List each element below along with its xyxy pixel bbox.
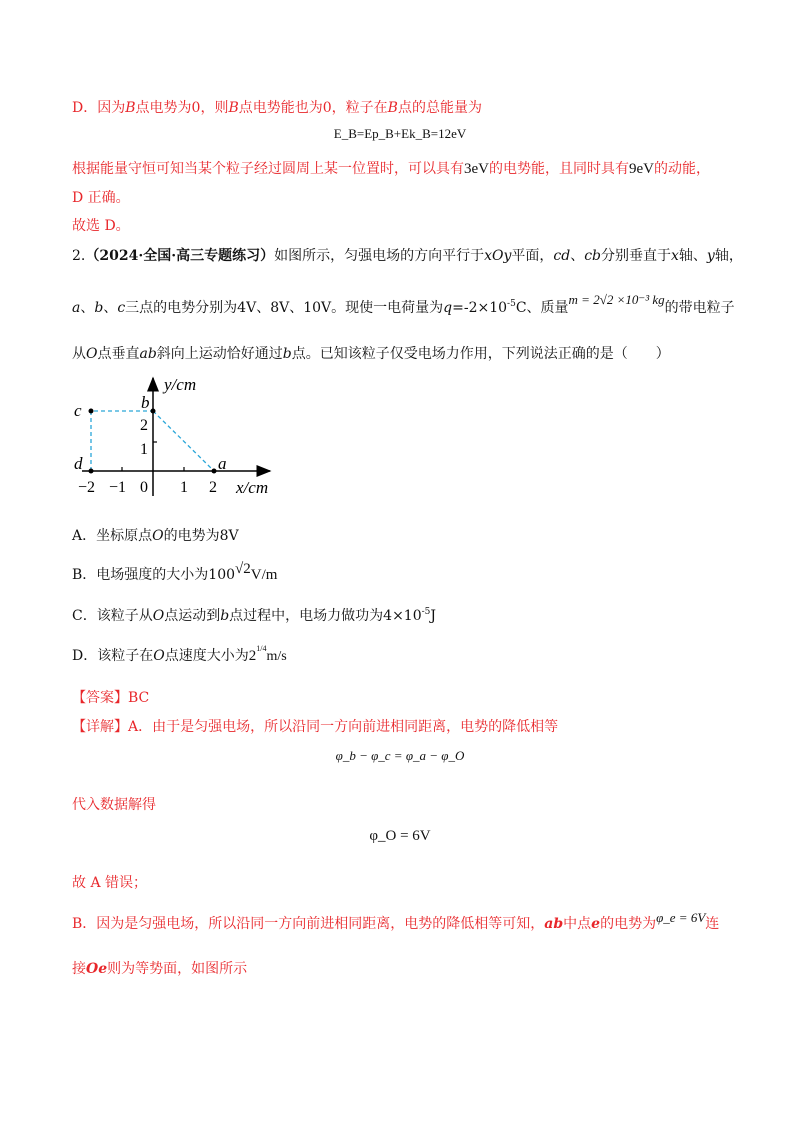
text: 、 xyxy=(80,300,95,316)
question-line3 xyxy=(72,344,670,364)
var: ab xyxy=(139,346,157,362)
text: 点电势能也为0，粒子在 xyxy=(238,100,388,116)
var: cd xyxy=(553,248,571,264)
question-number: 2. xyxy=(72,248,86,264)
text: B．电场强度的大小为100 xyxy=(72,567,236,583)
text: D．该粒子在 xyxy=(72,648,154,664)
value: 2 xyxy=(248,648,257,664)
text: =-2×10 xyxy=(452,300,508,316)
var: q xyxy=(443,300,453,316)
text: 的电势为8V xyxy=(163,528,239,544)
part-d-line1 xyxy=(72,98,482,118)
exponent: -5 xyxy=(421,607,431,617)
explain-a-line xyxy=(72,717,558,737)
unit: V/m xyxy=(250,567,278,583)
tick-label-x-neg1: −1 xyxy=(109,479,127,496)
var: ab xyxy=(544,916,564,932)
explain-b-line1 xyxy=(72,910,720,934)
question-source: （2024·全国·高三专题练习） xyxy=(85,248,275,264)
text: 斜向上运动恰好通过 xyxy=(156,346,283,362)
var: B xyxy=(387,100,398,116)
var: O xyxy=(153,648,165,664)
part-d-line2 xyxy=(72,159,710,179)
tick-label-y-2: 2 xyxy=(140,417,148,434)
var: b xyxy=(282,346,292,362)
text: B．因为是匀强电场，所以沿同一方向前进相同距离，电势的降低相等可知， xyxy=(72,916,545,932)
text: 根据能量守恒可知当某个粒子经过圆周上某一位置时，可以具有 xyxy=(72,161,464,177)
text: 分别垂直于 xyxy=(601,248,671,264)
text: 的带电粒子 xyxy=(664,300,735,316)
text: J xyxy=(430,608,437,624)
var: c xyxy=(117,300,126,316)
value: 9eV xyxy=(629,161,654,177)
explain-b-line2 xyxy=(72,959,247,979)
coordinate-figure xyxy=(72,372,292,502)
unit: m/s xyxy=(266,649,287,664)
phi-e-formula: φ_e = 6V xyxy=(656,910,706,925)
part-d-line3: D 正确。 xyxy=(72,190,130,206)
text: 、 xyxy=(570,248,585,264)
text: C、质量 xyxy=(515,300,569,316)
value: 3eV xyxy=(464,161,489,177)
sqrt-value: √2 xyxy=(235,561,251,577)
point-a-label: a xyxy=(218,454,227,473)
var: xOy xyxy=(484,248,512,264)
point-d-label: d xyxy=(74,454,83,473)
var: O xyxy=(152,528,164,544)
answer-value: BC xyxy=(128,690,150,706)
var: O xyxy=(152,608,165,624)
var: b xyxy=(220,608,230,624)
point-d-dot xyxy=(89,469,94,474)
text: 的电势能，且同时具有 xyxy=(489,161,629,177)
point-b-dot xyxy=(151,409,156,414)
text: 接 xyxy=(72,961,86,977)
answer-label: 【答案】 xyxy=(72,690,128,706)
text: A．坐标原点 xyxy=(72,528,153,544)
point-b-label: b xyxy=(141,393,150,412)
text: 、 xyxy=(103,300,118,316)
var: x xyxy=(671,248,679,264)
option-b xyxy=(72,561,278,585)
energy-formula: E_B=Ep_B+Ek_B=12eV xyxy=(333,126,467,141)
exponent: -5 xyxy=(507,299,516,309)
equation-1: φ_b − φ_c = φ_a − φ_O xyxy=(335,748,465,763)
text: C．该粒子从 xyxy=(72,608,153,624)
text: 点速度大小为 xyxy=(164,648,249,664)
text: 轴、 xyxy=(678,248,707,264)
text: 从 xyxy=(72,346,86,362)
explain-a-conclusion: 故 A 错误； xyxy=(72,875,148,891)
explain-label: 【详解】 xyxy=(72,719,128,735)
var: B xyxy=(125,100,136,116)
point-c-dot xyxy=(89,409,94,414)
y-axis-label: y/cm xyxy=(164,375,197,394)
text: 点运动到 xyxy=(164,608,221,624)
var: b xyxy=(94,300,104,316)
question-line1 xyxy=(72,246,743,266)
tick-label-x-neg2: −2 xyxy=(78,479,96,496)
mass-formula: m = 2√2 ×10⁻³ kg xyxy=(568,292,665,307)
var: B xyxy=(228,100,239,116)
text: 的动能， xyxy=(654,161,710,177)
var: a xyxy=(72,300,81,316)
answer-line xyxy=(72,688,149,708)
var: Oe xyxy=(86,961,108,977)
text: 连 xyxy=(705,916,720,932)
segment-b-a xyxy=(153,411,214,471)
point-c-label: c xyxy=(74,401,82,420)
option-a xyxy=(72,526,239,546)
text: 点电势为0，则 xyxy=(135,100,229,116)
var: O xyxy=(86,346,98,362)
text: D．因为 xyxy=(72,100,126,116)
var: e xyxy=(591,916,601,932)
part-d-conclusion: 故选 D。 xyxy=(72,218,130,234)
origin-label: 0 xyxy=(140,479,148,496)
text: 点垂直 xyxy=(97,346,140,362)
text: 则为等势面，如图所示 xyxy=(107,961,248,977)
text: 中点 xyxy=(563,916,592,932)
var: cb xyxy=(584,248,601,264)
x-axis-label: x/cm xyxy=(236,478,269,497)
substitute-line: 代入数据解得 xyxy=(72,797,156,813)
text: 平面， xyxy=(511,248,554,264)
text: A．由于是匀强电场，所以沿同一方向前进相同距离，电势的降低相等 xyxy=(128,719,559,735)
text: 点。已知该粒子仅受电场力作用，下列说法正确的是（ ） xyxy=(291,346,670,362)
text: 三点的电势分别为4V、8V、10V。现使一电荷量为 xyxy=(125,300,444,316)
tick-label-x-2: 2 xyxy=(209,479,217,496)
question-line2 xyxy=(72,292,735,320)
tick-label-x-1: 1 xyxy=(180,479,188,496)
text: 如图所示，匀强电场的方向平行于 xyxy=(274,248,485,264)
option-d xyxy=(72,646,287,668)
tick-label-y-1: 1 xyxy=(140,441,148,458)
equation-2: φ_O = 6V xyxy=(369,828,431,844)
point-a-dot xyxy=(212,469,217,474)
text: 点过程中，电场力做功为4×10 xyxy=(229,608,422,624)
option-c xyxy=(72,606,436,628)
text: 的电势为 xyxy=(600,916,657,932)
var: y xyxy=(706,248,715,264)
text: 轴， xyxy=(714,248,743,264)
exponent: 1/4 xyxy=(256,644,267,653)
text: 点的总能量为 xyxy=(397,100,482,116)
